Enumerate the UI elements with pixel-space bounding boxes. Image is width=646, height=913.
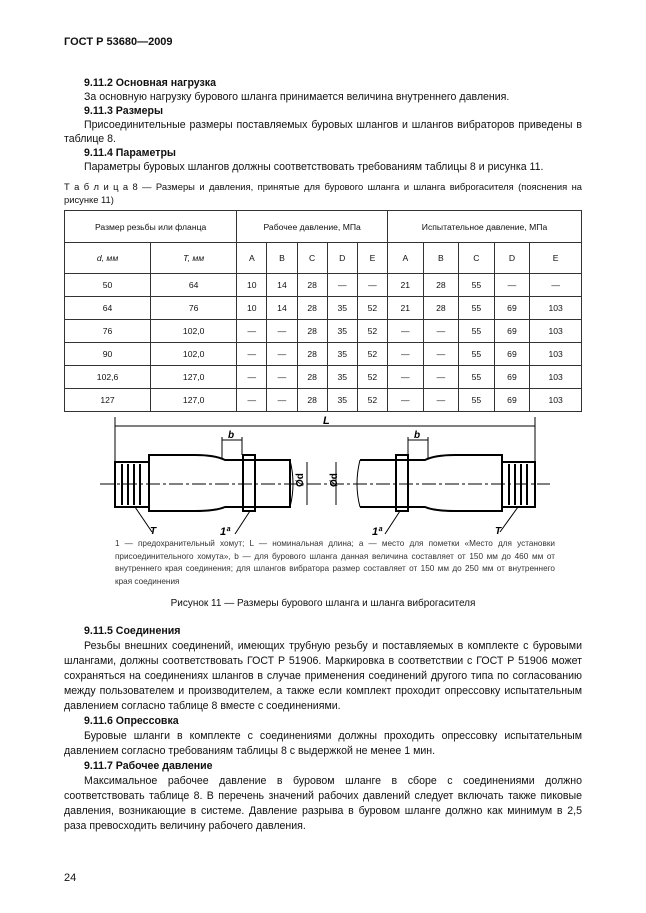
sections-bottom — [64, 624, 582, 834]
table-row — [65, 320, 582, 343]
class-header: B — [267, 243, 297, 274]
table-cell: — — [388, 366, 424, 389]
class-header: A — [388, 243, 424, 274]
table-cell: 64 — [151, 274, 237, 297]
table-cell: — — [237, 343, 267, 366]
table-cell: 103 — [530, 366, 582, 389]
table-row — [65, 343, 582, 366]
table-row — [65, 297, 582, 320]
label-L: L — [323, 415, 330, 427]
table-8 — [64, 210, 582, 412]
paragraph: Резьбы внешних соединений, имеющих трубную резьбу и поставляемых в комплекте с буровыми шлангами, должны соответствовать ГОСТ Р 51906. Маркировка в соответствии с ГОСТ Р 51906 может сохраняться на соединениях шлангов в случае применения соединений другого типа по согласованию между пользователем и производителем, а также если комплект проходит опрессовку испытательным давлением согласно таблице 8 вместе с соединениями. — [64, 640, 582, 712]
table-cell: 103 — [530, 297, 582, 320]
header-size: Размер резьбы или фланца — [65, 211, 237, 243]
table-caption: Т а б л и ц а 8 — Размеры и давления, принятые для бурового шланга и шланга виброгасителя (пояснения на рисунке 11) — [64, 181, 582, 205]
table-cell: 90 — [65, 343, 151, 366]
table-cell: 28 — [297, 389, 327, 412]
table-cell: 127,0 — [151, 366, 237, 389]
section-title: 9.11.5 Соединения — [84, 625, 181, 637]
table-cell: — — [388, 389, 424, 412]
table-cell: — — [237, 320, 267, 343]
class-header: C — [459, 243, 495, 274]
table-cell: 69 — [494, 320, 530, 343]
section-title: 9.11.7 Рабочее давление — [84, 760, 213, 772]
label-b: b — [414, 430, 421, 441]
table-cell: 102,6 — [65, 366, 151, 389]
figure-title: Рисунок 11 — Размеры бурового шланга и шланга виброгасителя — [170, 598, 476, 609]
table-row — [65, 389, 582, 412]
document-header: ГОСТ Р 53680—2009 — [64, 36, 173, 48]
label-1a: 1ª — [372, 526, 383, 537]
table-cell: — — [494, 274, 530, 297]
table-cell: 127,0 — [151, 389, 237, 412]
table-cell: — — [530, 274, 582, 297]
label-b: b — [228, 430, 235, 441]
table-cell: 103 — [530, 389, 582, 412]
paragraph: Буровые шланги в комплекте с соединениями должны проходить опрессовку испытательным давлением согласно требованиям таблицы 8 с выдержкой не менее 1 мин. — [64, 730, 582, 757]
table-cell: — — [327, 274, 357, 297]
header-d: d, мм — [65, 243, 151, 274]
table-cell: 52 — [357, 343, 387, 366]
table-cell: 28 — [297, 320, 327, 343]
table-cell: 28 — [297, 274, 327, 297]
section-title: 9.11.4 Параметры — [84, 147, 176, 159]
table-cell: 69 — [494, 366, 530, 389]
table-cell: 21 — [388, 274, 424, 297]
table-cell: 52 — [357, 297, 387, 320]
table-cell: — — [237, 389, 267, 412]
table-cell: — — [267, 389, 297, 412]
table-cell: 28 — [297, 343, 327, 366]
table-cell: — — [388, 320, 424, 343]
table-cell: 69 — [494, 297, 530, 320]
table-cell: 14 — [267, 297, 297, 320]
table-cell: — — [267, 366, 297, 389]
table-cell: 52 — [357, 320, 387, 343]
section-title: 9.11.6 Опрессовка — [84, 715, 179, 727]
table-cell: 28 — [423, 297, 459, 320]
label-T: T — [150, 526, 157, 537]
page-number: 24 — [64, 872, 77, 884]
table-cell: 102,0 — [151, 343, 237, 366]
table-cell: 35 — [327, 320, 357, 343]
sections-top — [64, 76, 582, 174]
table-cell: 55 — [459, 320, 495, 343]
table-cell: 50 — [65, 274, 151, 297]
table-cell: 64 — [65, 297, 151, 320]
table-cell: 21 — [388, 297, 424, 320]
table-cell: 35 — [327, 389, 357, 412]
table-cell: — — [388, 343, 424, 366]
table-cell: 10 — [237, 297, 267, 320]
table-cell: 102,0 — [151, 320, 237, 343]
table-cell: 55 — [459, 274, 495, 297]
class-header: C — [297, 243, 327, 274]
table-cell: 14 — [267, 274, 297, 297]
paragraph: Присоединительные размеры поставляемых буровых шлангов и шлангов вибраторов приведены в таблице 8. — [64, 119, 582, 145]
class-header: A — [237, 243, 267, 274]
table-cell: 35 — [327, 366, 357, 389]
class-header: B — [423, 243, 459, 274]
label-d-right: Ød — [329, 473, 340, 487]
table-cell: — — [237, 366, 267, 389]
table-cell: 55 — [459, 389, 495, 412]
class-header: E — [357, 243, 387, 274]
table-cell: 55 — [459, 297, 495, 320]
table-cell: 69 — [494, 343, 530, 366]
paragraph: За основную нагрузку бурового шланга принимается величина внутреннего давления. — [84, 91, 510, 103]
table-cell: 69 — [494, 389, 530, 412]
table-cell: 55 — [459, 366, 495, 389]
table-cell: — — [267, 343, 297, 366]
header-test-pressure: Испытательное давление, МПа — [388, 211, 582, 243]
table-cell: 52 — [357, 366, 387, 389]
table-row — [65, 274, 582, 297]
table-cell: 10 — [237, 274, 267, 297]
table-cell: 35 — [327, 297, 357, 320]
class-header: D — [327, 243, 357, 274]
section-title: 9.11.3 Размеры — [84, 105, 164, 117]
table-cell: — — [423, 320, 459, 343]
paragraph: Максимальное рабочее давление в буровом шланге в сборе с соединениями должно соответствовать таблице 8. В перечень значений рабочих давлений следует включать также пиковые давления, возникающие в системе. Давление разрыва в буровом шланге должно как минимум в 2,5 раза превосходить величину рабочего давления. — [64, 775, 582, 832]
table-row — [65, 366, 582, 389]
table-cell: — — [357, 274, 387, 297]
table-cell: 103 — [530, 343, 582, 366]
hose-figure — [100, 412, 550, 537]
paragraph: Параметры буровых шлангов должны соответствовать требованиям таблицы 8 и рисунка 11. — [84, 161, 544, 173]
table-cell: 28 — [297, 366, 327, 389]
table-cell: — — [423, 343, 459, 366]
table-cell: 55 — [459, 343, 495, 366]
header-working-pressure: Рабочее давление, МПа — [237, 211, 388, 243]
label-T: T — [495, 526, 502, 537]
table-cell: 28 — [297, 297, 327, 320]
figure-legend: 1 — предохранительный хомут; L — номинальная длина; a — место для пометки «Место для установки присоединительного хомута», b — для бурового шланга данная величина составляет от 150 мм до 460 мм от внутреннего края соединения; для шлангов вибратора размер составляет от 150 мм до 250 мм от внутреннего края соединения — [115, 539, 555, 586]
table-cell: 76 — [151, 297, 237, 320]
table-cell: 76 — [65, 320, 151, 343]
label-d-left: Ød — [295, 473, 306, 487]
table-cell: 127 — [65, 389, 151, 412]
label-1a: 1ª — [220, 526, 231, 537]
header-T: T, мм — [151, 243, 237, 274]
table-cell: 52 — [357, 389, 387, 412]
table-cell: — — [423, 389, 459, 412]
table-cell: — — [423, 366, 459, 389]
table-cell: 28 — [423, 274, 459, 297]
class-header: D — [494, 243, 530, 274]
table-cell: — — [267, 320, 297, 343]
table-cell: 103 — [530, 320, 582, 343]
section-title: 9.11.2 Основная нагрузка — [84, 77, 216, 89]
class-header: E — [530, 243, 582, 274]
table-cell: 35 — [327, 343, 357, 366]
